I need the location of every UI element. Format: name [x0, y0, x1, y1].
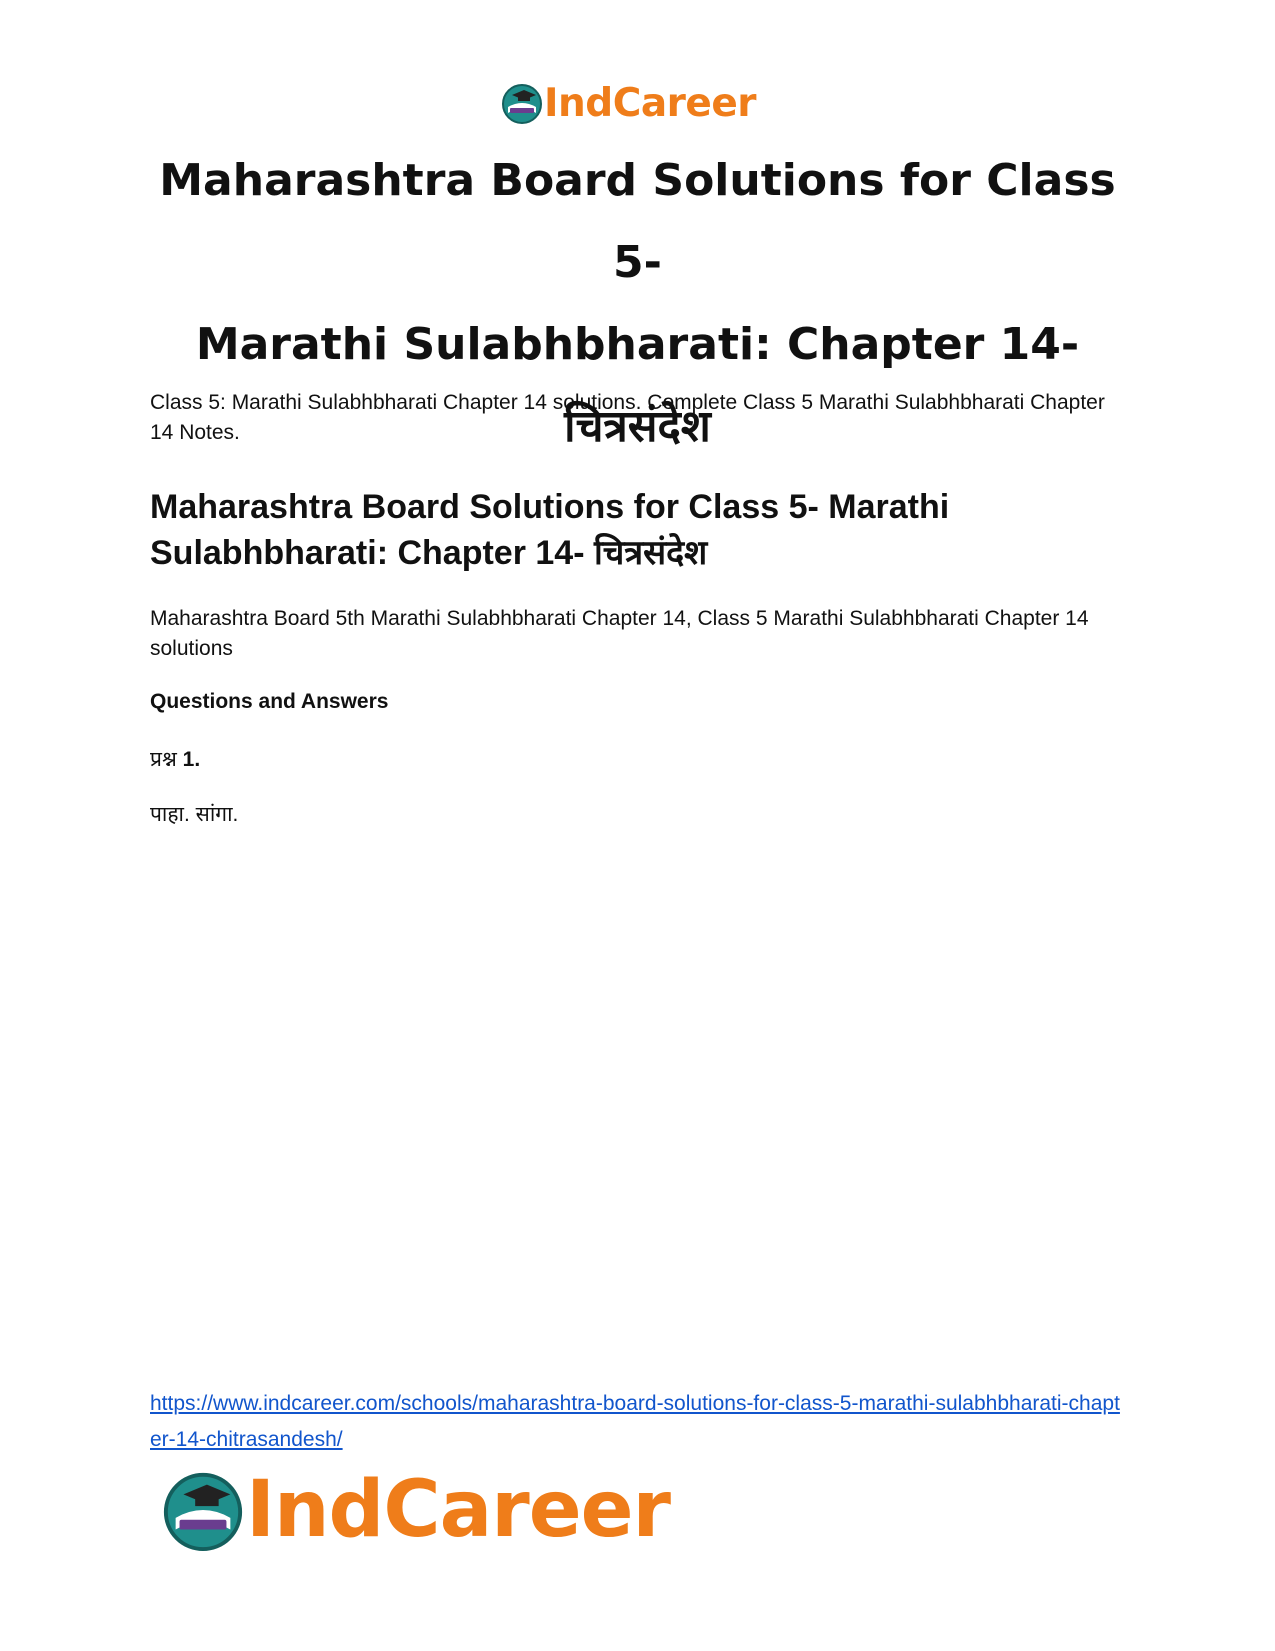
title-line-2: Marathi Sulabhbharati: Chapter 14- चित्रसंदेश: [195, 319, 1080, 452]
answer-text: पाहा. सांगा.: [150, 803, 239, 826]
indcareer-logo-bottom: [160, 1460, 720, 1560]
section-heading: Maharashtra Board Solutions for Class 5- Marathi Sulabhbharati: Chapter 14- चित्रसंदेश: [150, 488, 950, 572]
source-url-link[interactable]: https://www.indcareer.com/schools/maharashtra-board-solutions-for-class-5-marathi-sulabhbharati-chapter-14-chitrasandesh/: [150, 1392, 1120, 1451]
qa-heading: Questions and Answers: [150, 690, 389, 713]
indcareer-globe-icon: [500, 81, 544, 125]
question-1: [150, 745, 200, 773]
question-label: प्रश्न: [150, 748, 177, 771]
intro-paragraph: Class 5: Marathi Sulabhbharati Chapter 14 solutions. Complete Class 5 Marathi Sulabhbharati Chapter 14 Notes.: [150, 391, 1105, 444]
title-line-1: Maharashtra Board Solutions for Class 5-: [159, 155, 1116, 288]
question-number: 1.: [182, 748, 201, 771]
logo-text: IndCareer: [246, 1465, 670, 1555]
description-paragraph: Maharashtra Board 5th Marathi Sulabhbharati Chapter 14, Class 5 Marathi Sulabhbharati Chapter 14 solutions: [150, 607, 1089, 660]
logo-text: IndCareer: [544, 80, 756, 126]
indcareer-logo-top: [500, 78, 790, 128]
indcareer-globe-icon: [160, 1467, 246, 1553]
